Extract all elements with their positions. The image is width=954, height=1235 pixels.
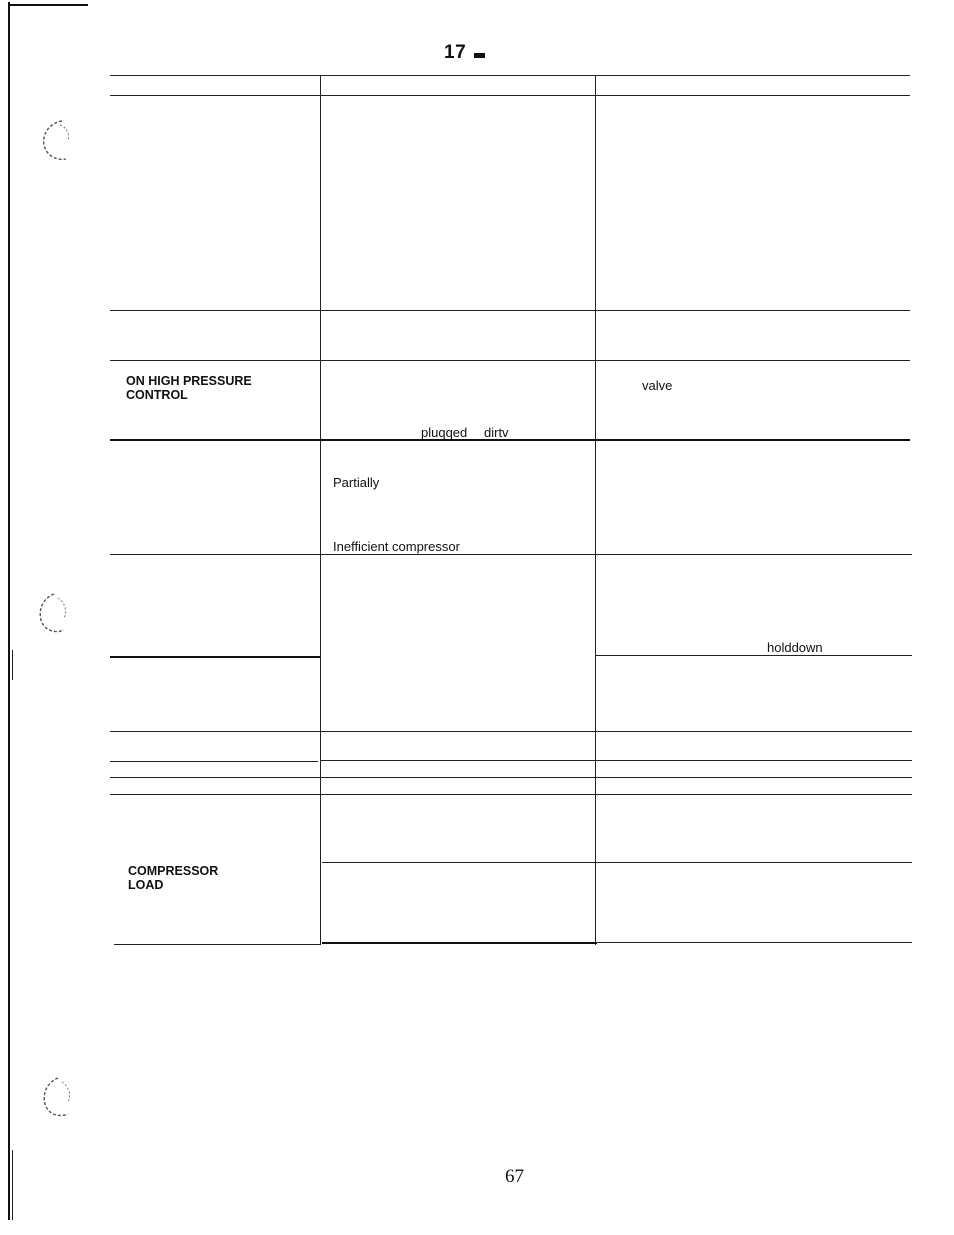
- row-rule: [596, 655, 912, 656]
- cause-plugged: pluqqed: [421, 425, 468, 440]
- row-rule: [110, 554, 912, 555]
- condition-line: COMPRESSOR: [128, 864, 219, 878]
- table-header-rule: [110, 95, 910, 96]
- row-rule: [322, 862, 912, 863]
- cause-dirty: dirtv: [484, 425, 509, 440]
- row-rule: [110, 439, 910, 441]
- table-bottom-rule: [596, 942, 912, 943]
- remedy-valve: valve: [642, 378, 673, 393]
- column-divider-2: [595, 75, 596, 945]
- condition-line: ON HIGH PRESSURE: [126, 374, 252, 388]
- page-number: 67: [505, 1166, 524, 1187]
- condition-line: LOAD: [128, 878, 164, 892]
- cause-inefficient-compressor: Inefficient compressor: [333, 539, 460, 554]
- title-dash: [474, 53, 485, 58]
- table-bottom-rule: [114, 944, 320, 945]
- condition-high-pressure: [126, 374, 252, 402]
- table-top-rule: [110, 75, 910, 76]
- margin-mark: [12, 650, 13, 680]
- condition-line: CONTROL: [126, 388, 188, 402]
- row-rule: [110, 731, 912, 732]
- row-rule: [110, 656, 320, 658]
- page-title: 17: [444, 42, 467, 63]
- margin-mark: [12, 1150, 13, 1220]
- row-rule: [110, 794, 912, 795]
- punch-hole-icon: [36, 115, 80, 165]
- column-divider-1: [320, 75, 321, 945]
- row-rule: [110, 360, 910, 361]
- top-corner-rule: [8, 4, 88, 6]
- binding-margin-line: [8, 2, 10, 1220]
- remedy-holddown: holddown: [767, 640, 823, 655]
- punch-hole-icon: [32, 588, 76, 638]
- row-rule: [110, 777, 912, 778]
- row-rule: [320, 760, 912, 761]
- punch-hole-icon: [36, 1072, 80, 1122]
- table-bottom-rule: [322, 942, 597, 944]
- condition-compressor-load: [128, 864, 218, 892]
- row-rule: [110, 310, 910, 311]
- row-rule: [110, 761, 318, 762]
- cause-partially: Partially: [333, 475, 380, 490]
